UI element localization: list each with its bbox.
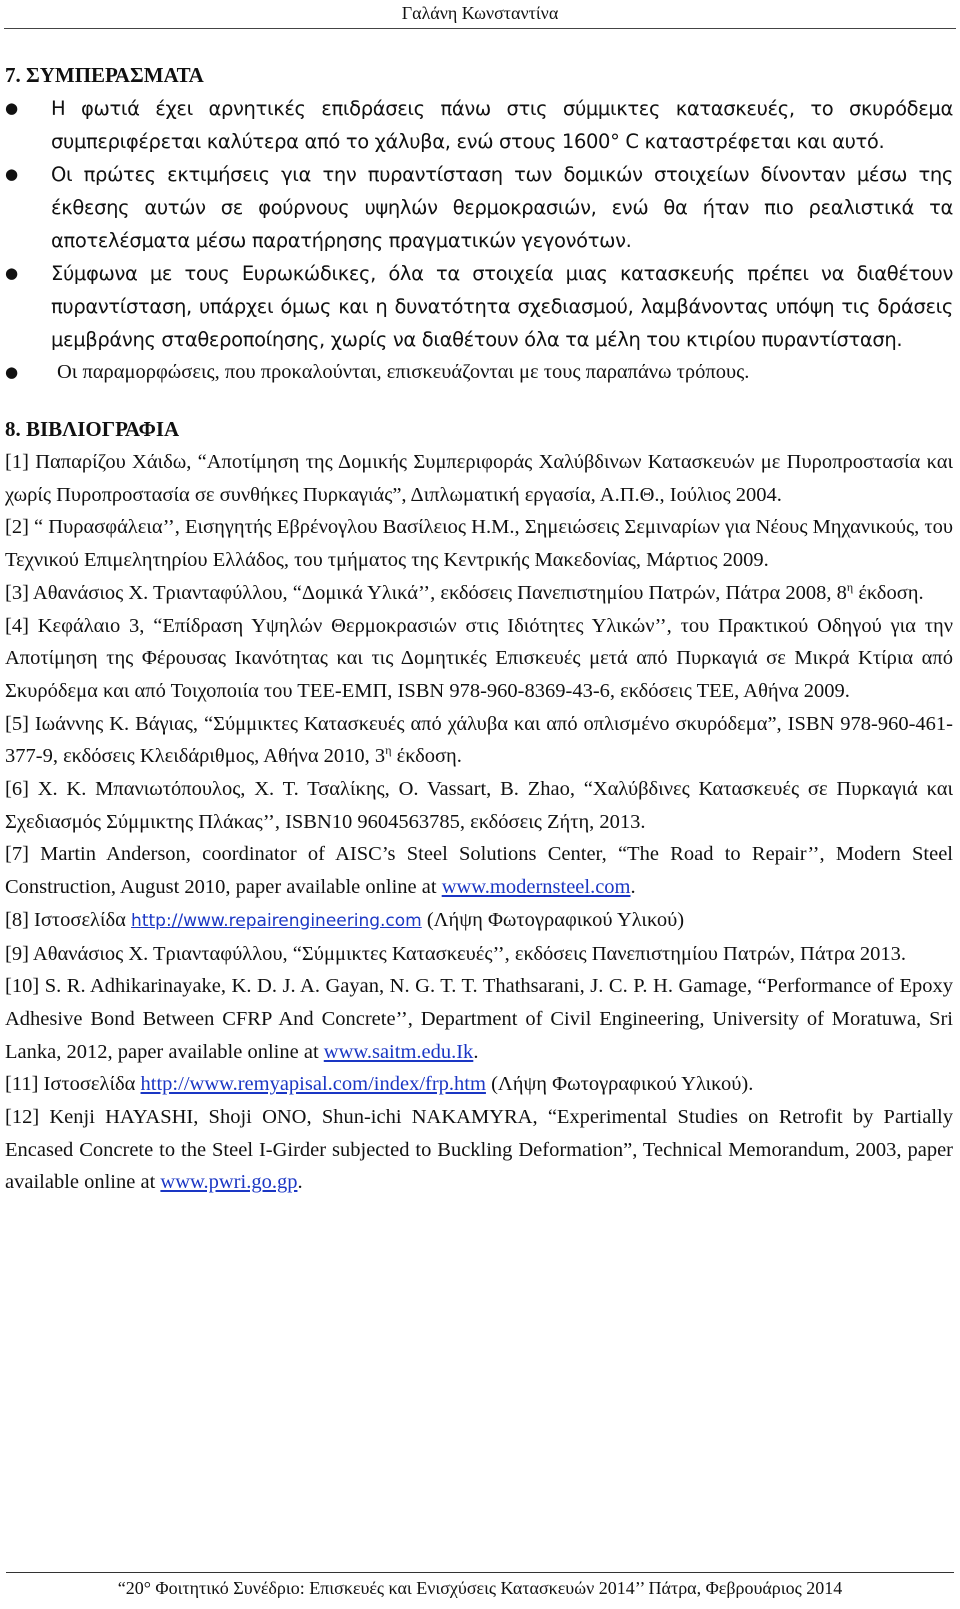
reference-10-suffix: .	[473, 1040, 479, 1063]
reference-8-link[interactable]: http://www.repairengineering.com	[131, 910, 422, 931]
header-divider	[4, 28, 956, 29]
conclusions-heading: 7. ΣΥΜΠΕΡΑΣΜΑΤΑ	[5, 63, 204, 87]
reference-8-suffix: (Λήψη Φωτογραφικού Υλικού)	[421, 908, 685, 931]
reference-7	[5, 838, 953, 903]
reference-5-suffix: έκδοση.	[391, 745, 462, 768]
conclusion-text: Οι πρώτες εκτιμήσεις για την πυραντίσταση των δομικών στοιχείων δίνονταν μέσω της έκθεσης αυτών σε φούρνους υψηλών θερμοκρασιών, ενώ θα ήταν πιο ρεαλιστικά τα αποτελέσματα μέσω παρατήρησης πραγματικών γεγονότων.	[51, 163, 953, 252]
bullet-icon: ●	[5, 363, 19, 381]
reference-2: [2] “ Πυρασφάλεια’’, Εισηγητής Εβρένογλου Βασίλειος Η.Μ., Σημειώσεις Σεμιναρίων για Νέους Μηχανικούς, του Τεχνικού Επιμελητηρίου Ελλάδος, του τμήματος της Κεντρικής Μακεδονίας, Μάρτιος 2009.	[5, 516, 953, 572]
conclusion-text: Οι παραμορφώσεις, που προκαλούνται, επισκευάζονται με τους παραπάνω τρόπους.	[57, 361, 750, 383]
page-content	[5, 59, 953, 1199]
reference-12	[5, 1101, 953, 1199]
reference-11-suffix: (Λήψη Φωτογραφικού Υλικού).	[485, 1073, 754, 1096]
reference-1: [1] Παπαρίζου Χάιδω, “Αποτίμηση της Δομικής Συμπεριφοράς Χαλύβδινων Κατασκευών με Πυροπροστασία και χωρίς Πυροπροστασία σε συνθήκες Πυρκαγιάς”, Διπλωματική εργασία, Α.Π.Θ., Ιούλιος 2004.	[5, 451, 953, 506]
reference-5	[5, 708, 953, 773]
bibliography-list	[5, 446, 953, 1199]
reference-3	[5, 577, 953, 610]
reference-10-text: [10] S. R. Adhikarinayake, K. D. J. A. Gayan, N. G. T. T. Thathsarani, J. C. P. H. Gamage, “Performance of Epoxy Adhesive Bond Between CFRP And Concrete’’, Department of Civil Engineering, University of Moratuwa, Sri Lanka, 2012, paper available online at	[5, 975, 953, 1063]
reference-5-text: [5] Ιωάννης Κ. Βάγιας, “Σύμμικτες Κατασκευές από χάλυβα και από οπλισμένο σκυρόδεμα”, ISBN 978-960-461-377-9, εκδόσεις Κλειδάριθμος, Αθήνα 2010, 3	[5, 712, 953, 768]
reference-12-suffix: .	[297, 1171, 303, 1194]
reference-5-superscript: η	[385, 743, 392, 758]
reference-4: [4] Κεφάλαιο 3, “Επίδραση Υψηλών Θερμοκρασιών στις Ιδιότητες Υλικών’’, του Πρακτικού Οδηγού για την Αποτίμηση της Φέρουσας Ικανότητας και τις Δομητικές Επισκευές μετά από Πυρκαγιά σε Μικρά Κτίρια από Σκυρόδεμα και από Τοιχοποιία του ΤΕΕ-ΕΜΠ, ISBN 978-960-8369-43-6, εκδόσεις ΤΕΕ, Αθήνα 2009.	[5, 614, 953, 702]
bullet-icon: ●	[5, 165, 18, 183]
conclusion-item	[5, 158, 953, 257]
reference-7-text: [7] Martin Anderson, coordinator of AISC’s Steel Solutions Center, “The Road to Repair’’, Modern Steel Construction, August 2010, paper available online at	[5, 843, 953, 899]
conclusion-item	[5, 257, 953, 356]
conclusion-text: Η φωτιά έχει αρνητικές επιδράσεις πάνω στις σύμμικτες κατασκευές, το σκυρόδεμα συμπεριφέρεται καλύτερα από το χάλυβα, ενώ στους 1600° C καταστρέφεται και αυτό.	[51, 97, 953, 153]
reference-8	[5, 904, 953, 938]
bullet-icon: ●	[5, 264, 18, 282]
bibliography-heading: 8. ΒΙΒΛΙΟΓΡΑΦΙΑ	[5, 417, 180, 441]
conclusion-text: Σύμφωνα με τους Ευρωκώδικες, όλα τα στοιχεία μιας κατασκευής πρέπει να διαθέτουν πυραντίσταση, υπάρχει όμως και η δυνατότητα σχεδιασμού, λαμβάνοντας υπόψη τις δράσεις μεμβράνης σταθεροποίησης, χωρίς να διαθέτουν όλα τα μέλη του κτιρίου πυραντίσταση.	[51, 262, 953, 351]
reference-7-link[interactable]: www.modernsteel.com	[441, 876, 631, 899]
footer-divider	[6, 1572, 954, 1573]
page-header-author: Γαλάνη Κωνσταντίνα	[401, 3, 559, 23]
reference-11-text: [11] Ιστοσελίδα	[5, 1073, 141, 1096]
reference-7-suffix: .	[630, 876, 636, 899]
reference-12-link[interactable]: www.pwri.go.gp	[160, 1171, 298, 1194]
page-footer: “20° Φοιτητικό Συνέδριο: Επισκευές και Ενισχύσεις Κατασκευών 2014’’ Πάτρα, Φεβρουάριος 2014	[117, 1578, 843, 1598]
reference-8-text: [8] Ιστοσελίδα	[5, 908, 132, 931]
conclusion-item	[5, 92, 953, 158]
reference-12-text: [12] Kenji HAYASHI, Shoji ONO, Shun-ichi NAKAMYRA, “Experimental Studies on Retrofit by Partially Encased Concrete to the Steel I-Girder subjected to Buckling Deformation”, Technical Memorandum, 2003, paper available online at	[5, 1106, 953, 1194]
reference-6: [6] Χ. Κ. Μπανιωτόπουλος, Χ. Τ. Τσαλίκης, O. Vassart, B. Zhao, “Χαλύβδινες Κατασκευές σε Πυρκαγιά και Σχεδιασμός Σύμμικτης Πλάκας’’, ISBN10 9604563785, εκδόσεις Ζήτη, 2013.	[5, 778, 953, 833]
conclusions-list	[5, 92, 953, 389]
reference-11	[5, 1068, 953, 1101]
reference-3-superscript: η	[846, 579, 854, 594]
bullet-icon: ●	[5, 99, 18, 117]
reference-11-link[interactable]: http://www.remyapisal.com/index/frp.htm	[140, 1073, 486, 1096]
conclusion-item	[5, 356, 953, 389]
reference-3-suffix: έκδοση.	[853, 581, 924, 604]
reference-3-text: [3] Αθανάσιος Χ. Τριανταφύλλου, “Δομικά Υλικά’’, εκδόσεις Πανεπιστημίου Πατρών, Πάτρα 2008, 8	[5, 581, 847, 604]
reference-10	[5, 970, 953, 1068]
reference-10-link[interactable]: www.saitm.edu.Ik	[323, 1040, 474, 1063]
reference-9: [9] Αθανάσιος Χ. Τριανταφύλλου, “Σύμμικτες Κατασκευές’’, εκδόσεις Πανεπιστημίου Πατρών, Πάτρα 2013.	[5, 942, 907, 965]
